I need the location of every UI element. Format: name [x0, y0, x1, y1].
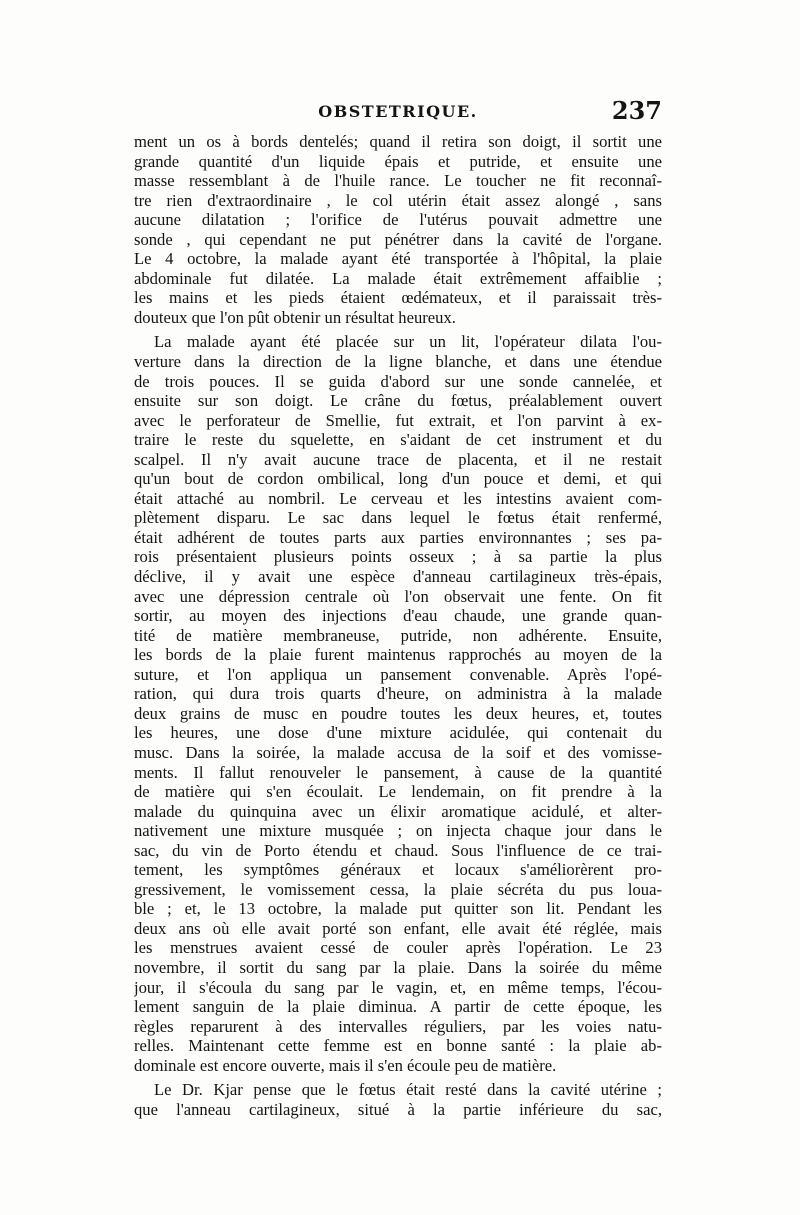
text-line: les bords de la plaie furent maintenus rapprochés au moyen de la [134, 645, 662, 665]
text-line: Le 4 octobre, la malade ayant été transportée à l'hôpital, la plaie [134, 249, 662, 269]
text-line: qu'un bout de cordon ombilical, long d'un pouce et demi, et qui [134, 469, 662, 489]
text-line: aucune dilatation ; l'orifice de l'utérus pouvait admettre une [134, 210, 662, 230]
text-line: malade du quinquina avec un élixir aromatique acidulé, et alter- [134, 801, 662, 821]
text-line: lement sanguin de la plaie diminua. A partir de cette époque, les [134, 997, 662, 1017]
text-line: suture, et l'on appliqua un pansement convenable. Après l'opé- [134, 664, 662, 684]
text-line: musc. Dans la soirée, la malade accusa de la soif et des vomisse- [134, 742, 662, 762]
text-line: rois présentaient plusieurs points osseux ; à sa partie la plus [134, 547, 662, 567]
text-line: tement, les symptômes généraux et locaux s'améliorèrent pro- [134, 860, 662, 880]
text-line: scalpel. Il n'y avait aucune trace de placenta, et il ne restait [134, 449, 662, 469]
text-line: tre rien d'extraordinaire , le col utérin était assez alongé , sans [134, 190, 662, 210]
text-line: les heures, une dose d'une mixture acidulée, qui contenait du [134, 723, 662, 743]
text-line: les menstrues avaient cessé de couler après l'opération. Le 23 [134, 938, 662, 958]
text-line: La malade ayant été placée sur un lit, l'opérateur dilata l'ou- [154, 332, 662, 352]
text-line: les mains et les pieds étaient œdémateux, et il paraissait très- [134, 288, 662, 308]
text-line: sortir, au moyen des injections d'eau chaude, une grande quan- [134, 606, 662, 626]
text-line: plètement disparu. Le sac dans lequel le fœtus était renfermé, [134, 508, 662, 528]
text-line: était attaché au nombril. Le cerveau et les intestins avaient com- [134, 488, 662, 508]
text-line: sonde , qui cependant ne put pénétrer dans la cavité de l'organe. [134, 229, 662, 249]
text-line: relles. Maintenant cette femme est en bonne santé : la plaie ab- [134, 1036, 662, 1056]
text-line: gressivement, le vomissement cessa, la plaie sécréta du pus loua- [134, 879, 662, 899]
text-line: masse ressemblant à de l'huile rance. Le toucher ne fit reconnaî- [134, 171, 662, 191]
text-line: de trois pouces. Il se guida d'abord sur une sonde cannelée, et [134, 371, 662, 391]
text-line: traire le reste du squelette, en s'aidant de cet instrument et du [134, 430, 662, 450]
text-line: sac, du vin de Porto étendu et chaud. Sous l'influence de ce trai- [134, 840, 662, 860]
text-line: que l'anneau cartilagineux, situé à la partie inférieure du sac, [134, 1099, 662, 1119]
paragraph [134, 132, 662, 327]
paragraph [134, 1080, 662, 1119]
text-line: ration, qui dura trois quarts d'heure, on administra à la malade [134, 684, 662, 704]
paragraph [134, 332, 662, 1075]
text-line: verture dans la direction de la ligne blanche, et dans une étendue [134, 352, 662, 372]
text-line: grande quantité d'un liquide épais et putride, et ensuite une [134, 151, 662, 171]
text-line: deux ans où elle avait porté son enfant, elle avait été réglée, mais [134, 918, 662, 938]
text-line: de matière qui s'en écoulait. Le lendemain, on fit prendre à la [134, 782, 662, 802]
text-line: abdominale fut dilatée. La malade était extrêmement affaiblie ; [134, 268, 662, 288]
text-line: règles reparurent à des intervalles réguliers, par les voies natu- [134, 1016, 662, 1036]
text-line: douteux que l'on pût obtenir un résultat heureux. [134, 307, 456, 327]
text-line: ble ; et, le 13 octobre, la malade put quitter son lit. Pendant les [134, 899, 662, 919]
page-header [134, 96, 662, 130]
text-line: avec le perforateur de Smellie, fut extrait, et l'on parvint à ex- [134, 410, 662, 430]
text-line: deux grains de musc en poudre toutes les deux heures, et, toutes [134, 703, 662, 723]
text-line: novembre, il sortit du sang par la plaie. Dans la soirée du même [134, 957, 662, 977]
text-line: Le Dr. Kjar pense que le fœtus était resté dans la cavité utérine ; [154, 1080, 662, 1100]
text-line: ments. Il fallut renouveler le pansement, à cause de la quantité [134, 762, 662, 782]
text-line: était adhérent de toutes parts aux parties environnantes ; ses pa- [134, 527, 662, 547]
text-line: ment un os à bords dentelés; quand il retira son doigt, il sortit une [134, 132, 662, 151]
text-line: jour, il s'écoula du sang par le vagin, et, en même temps, l'écou- [134, 977, 662, 997]
body-text [134, 132, 662, 1119]
running-head: OBSTETRIQUE. [318, 102, 478, 121]
text-line: ensuite sur son doigt. Le crâne du fœtus, préalablement ouvert [134, 391, 662, 411]
text-line: dominale est encore ouverte, mais il s'en écoule peu de matière. [134, 1055, 557, 1075]
page-number: 237 [611, 96, 662, 125]
text-line: tité de matière membraneuse, putride, non adhérente. Ensuite, [134, 625, 662, 645]
text-line: avec une dépression centrale où l'on observait une fente. On fit [134, 586, 662, 606]
text-line: déclive, il y avait une espèce d'anneau cartilagineux très-épais, [134, 567, 662, 587]
text-line: nativement une mixture musquée ; on injecta chaque jour dans le [134, 821, 662, 841]
